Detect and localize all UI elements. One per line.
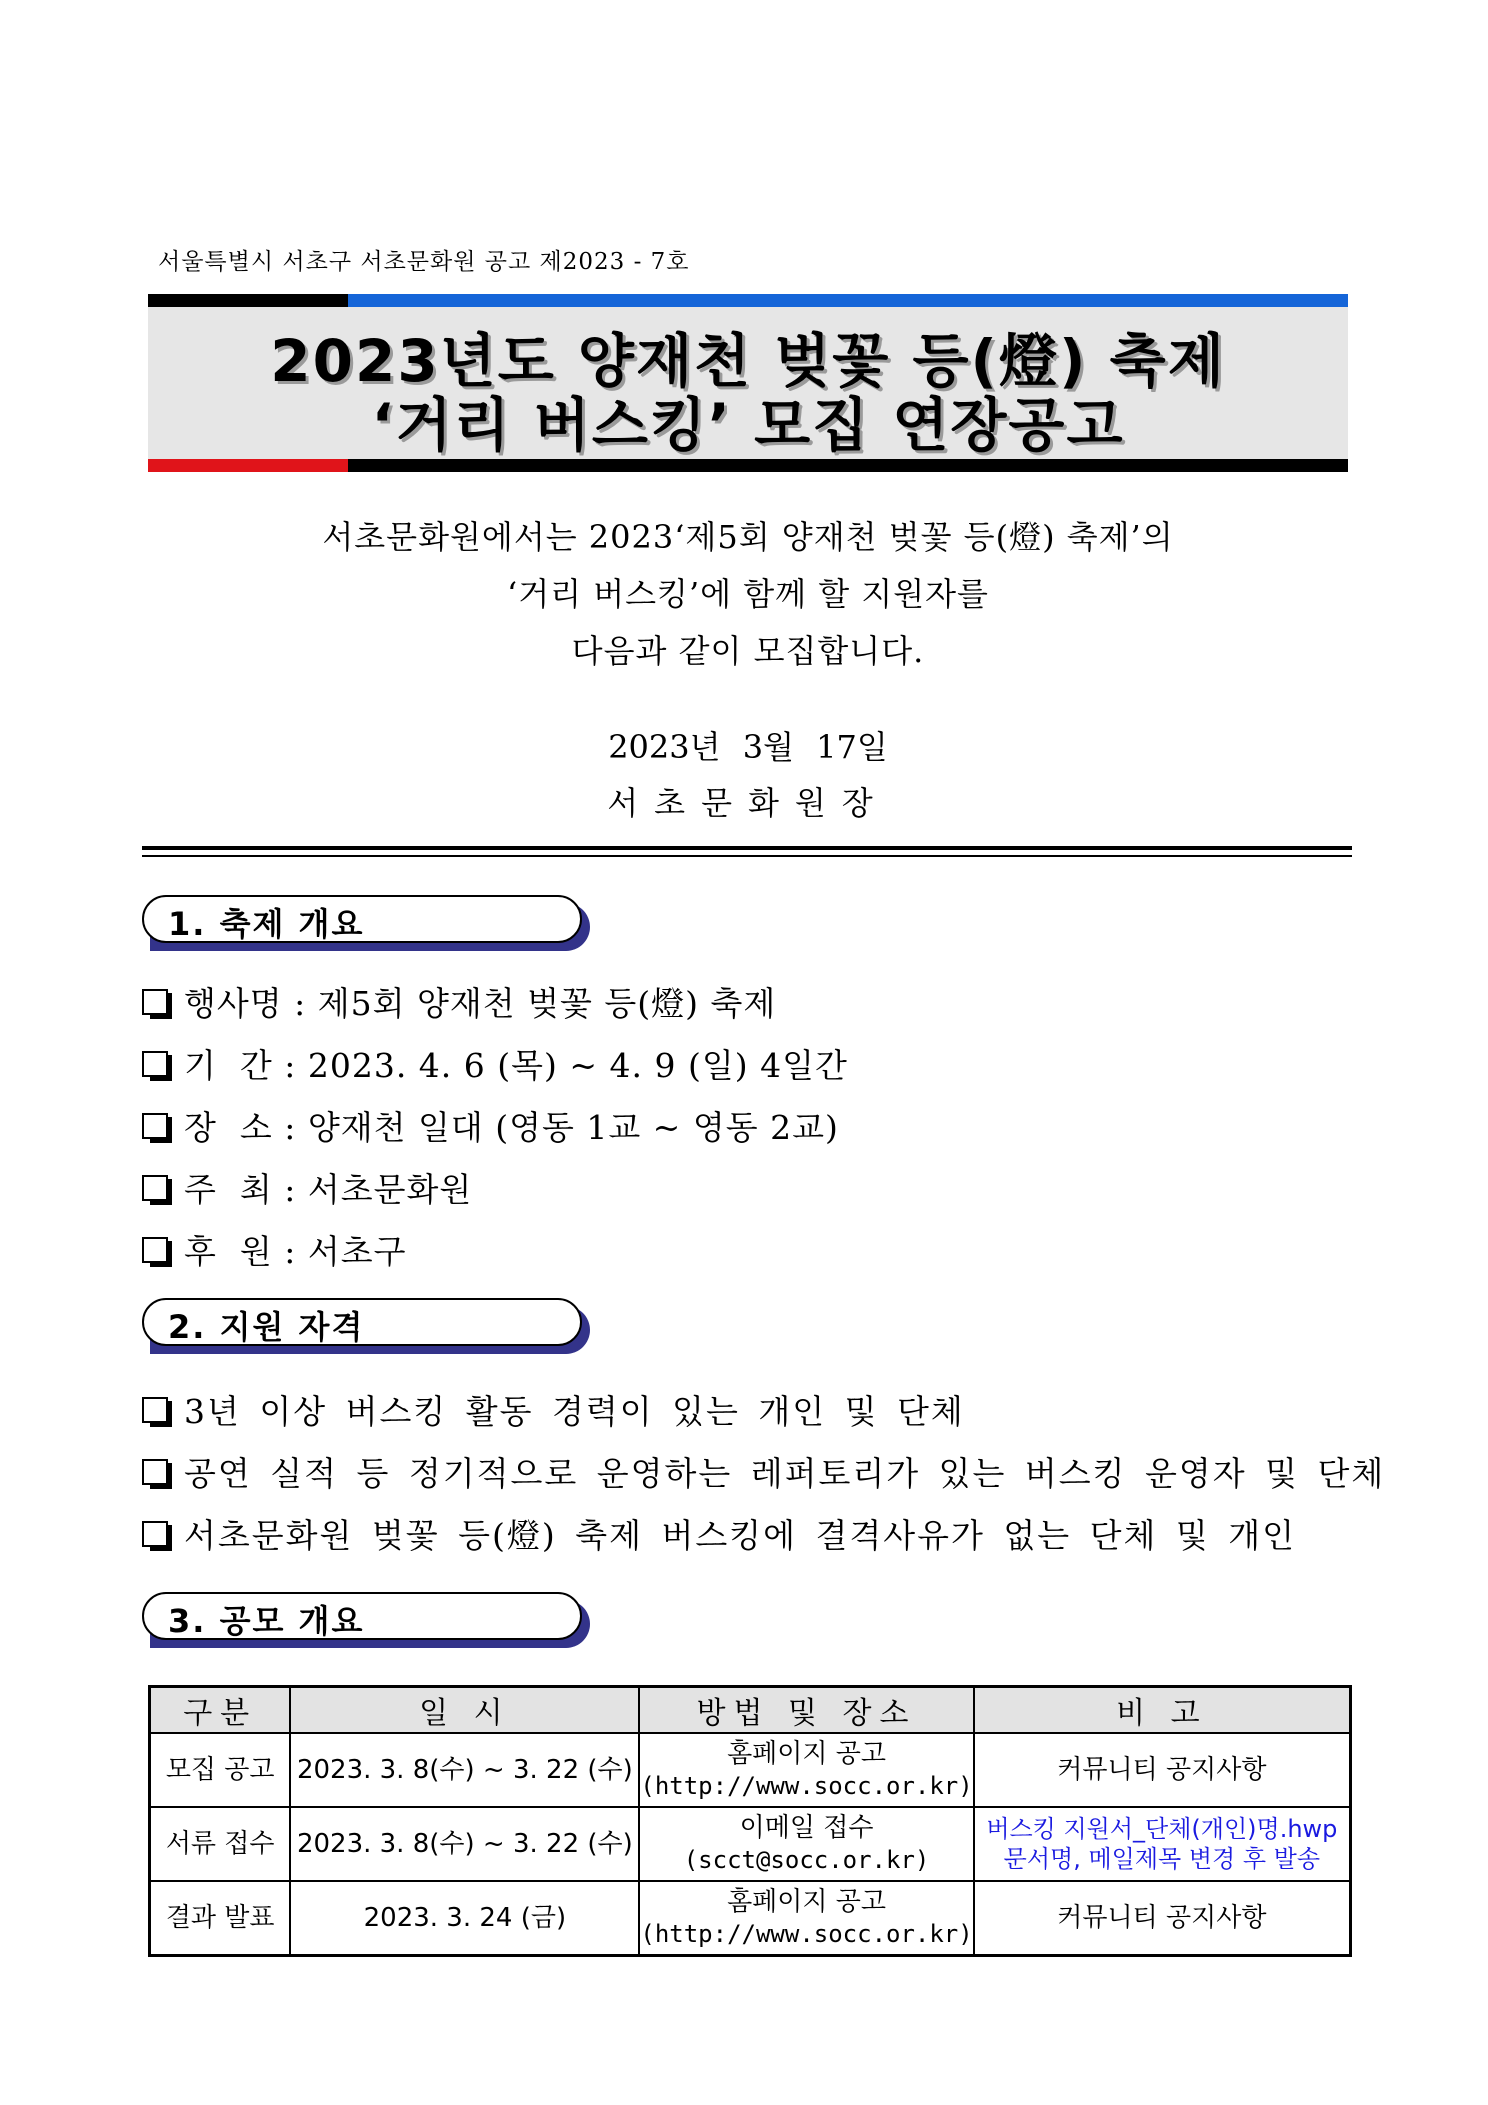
method-link[interactable]: (http://www.socc.or.kr)	[640, 1920, 973, 1948]
intro-line-1: 서초문화원에서는 2023‘제5회 양재천 벚꽃 등(燈) 축제’의	[322, 518, 1174, 556]
list-item	[142, 1448, 1385, 1495]
title-line-2: ‘거리 버스킹’ 모집 연장공고	[371, 391, 1125, 459]
title-bar-bottom-black	[348, 459, 1348, 472]
list-item-text: 주 최 : 서초문화원	[184, 1170, 473, 1209]
list-item	[142, 978, 776, 1025]
section-heading-contest-overview	[142, 1592, 590, 1648]
note-line-1: 커뮤니티 공지사항	[1057, 1903, 1267, 1933]
checkbox-icon	[142, 1113, 168, 1139]
method-email[interactable]: (scct@socc.or.kr)	[683, 1846, 930, 1874]
checkbox-icon	[142, 989, 168, 1015]
section-heading-label: 3. 공모 개요	[168, 1602, 365, 1640]
list-item-text: 공연 실적 등 정기적으로 운영하는 레퍼토리가 있는 버스킹 운영자 및 단체	[184, 1454, 1386, 1493]
checkbox-icon	[142, 1051, 168, 1077]
cell-method	[639, 1733, 973, 1807]
method-line-1: 이메일 접수	[739, 1813, 874, 1843]
list-item	[142, 1386, 965, 1433]
intro-line-3: 다음과 같이 모집합니다.	[571, 632, 925, 670]
checkbox-icon	[142, 1397, 168, 1423]
note-line-1: 커뮤니티 공지사항	[1057, 1755, 1267, 1785]
list-item-text: 기 간 : 2023. 4. 6 (목) ~ 4. 9 (일) 4일간	[184, 1046, 848, 1085]
section-heading-eligibility	[142, 1298, 590, 1354]
list-item	[142, 1510, 1296, 1557]
cell-category: 결과 발표	[150, 1881, 291, 1956]
column-header: 방법 및 장소	[639, 1687, 973, 1734]
note-line-1: 버스킹 지원서_단체(개인)명.hwp	[986, 1815, 1338, 1843]
cell-note	[974, 1881, 1351, 1956]
checkbox-icon	[142, 1175, 168, 1201]
list-item-text: 장 소 : 양재천 일대 (영동 1교 ~ 영동 2교)	[184, 1108, 839, 1147]
method-line-1: 홈페이지 공고	[727, 1739, 887, 1769]
list-item-text: 서초문화원 벚꽃 등(燈) 축제 버스킹에 결격사유가 없는 단체 및 개인	[184, 1516, 1296, 1555]
cell-note	[974, 1733, 1351, 1807]
table-header-row	[150, 1687, 1351, 1734]
list-item-text: 후 원 : 서초구	[184, 1232, 407, 1271]
method-link[interactable]: (http://www.socc.or.kr)	[640, 1772, 973, 1800]
list-item	[142, 1040, 848, 1087]
column-header: 비 고	[974, 1687, 1351, 1734]
list-item	[142, 1164, 472, 1211]
title-bar-top-blue	[348, 294, 1348, 307]
notice-number: 서울특별시 서초구 서초문화원 공고 제2023 - 7호	[158, 249, 690, 275]
checkbox-icon	[142, 1237, 168, 1263]
section-heading-label: 1. 축제 개요	[168, 905, 365, 943]
section-heading-festival-overview	[142, 895, 590, 951]
checkbox-icon	[142, 1459, 168, 1485]
checkbox-icon	[142, 1521, 168, 1547]
method-line-1: 홈페이지 공고	[727, 1887, 887, 1917]
divider-thick	[142, 846, 1352, 850]
list-item	[142, 1226, 406, 1273]
title-banner	[148, 294, 1348, 472]
cell-datetime: 2023. 3. 24 (금)	[290, 1881, 639, 1956]
cell-datetime: 2023. 3. 8(수) ~ 3. 22 (수)	[290, 1733, 639, 1807]
column-header: 구분	[150, 1687, 291, 1734]
cell-category: 모집 공고	[150, 1733, 291, 1807]
cell-method	[639, 1807, 973, 1881]
divider-thin	[142, 855, 1352, 857]
column-header: 일 시	[290, 1687, 639, 1734]
table-row	[150, 1733, 1351, 1807]
note-line-2: 문서명, 메일제목 변경 후 발송	[1003, 1845, 1321, 1873]
list-item-text: 행사명 : 제5회 양재천 벚꽃 등(燈) 축제	[184, 984, 777, 1023]
notice-date: 2023년 3월 17일	[608, 728, 888, 766]
signer: 서초문화원장	[607, 784, 889, 822]
cell-note	[974, 1807, 1351, 1881]
section-heading-label: 2. 지원 자격	[168, 1308, 365, 1346]
cell-method	[639, 1881, 973, 1956]
list-item	[142, 1102, 839, 1149]
contest-schedule-table	[148, 1685, 1352, 1957]
cell-category: 서류 접수	[150, 1807, 291, 1881]
list-item-text: 3년 이상 버스킹 활동 경력이 있는 개인 및 단체	[184, 1392, 965, 1431]
table-row	[150, 1807, 1351, 1881]
title-bar-top-black	[148, 294, 348, 307]
intro-line-2: ‘거리 버스킹’에 함께 할 지원자를	[507, 575, 989, 613]
table-row	[150, 1881, 1351, 1956]
title-bar-bottom-red	[148, 459, 348, 472]
title-line-1: 2023년도 양재천 벚꽃 등(燈) 축제	[270, 327, 1226, 395]
cell-datetime: 2023. 3. 8(수) ~ 3. 22 (수)	[290, 1807, 639, 1881]
